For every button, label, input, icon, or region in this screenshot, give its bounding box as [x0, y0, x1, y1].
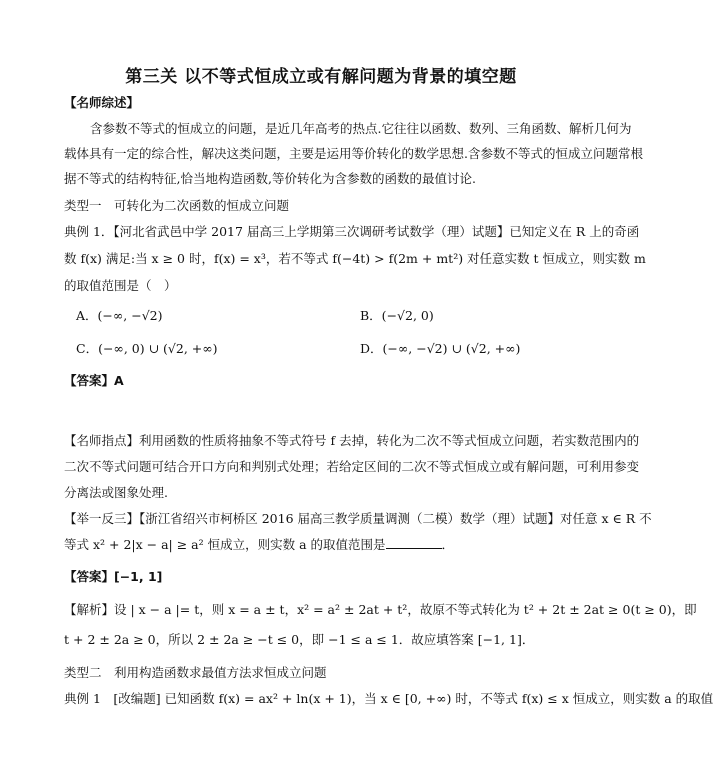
type1-heading: 类型一 可转化为二次函数的恒成立问题 — [64, 198, 290, 213]
option-b: B．(−√2, 0) — [360, 308, 434, 323]
option-d: D．(−∞, −√2) ∪ (√2, +∞) — [360, 341, 521, 356]
analysis-line-2: t + 2 ± 2a ≥ 0，所以 2 ± 2a ≥ −t ≤ 0，即 −1 ≤ a ≤ 1．故应填答案 [−1, 1]． — [64, 632, 535, 647]
example1-line-3: 的取值范围是（ ） — [64, 278, 177, 293]
overview-paragraph-line-2: 载体具有一定的综合性，解决这类问题，主要是运用等价转化的数学思想.含参数不等式的恒成立问题常根 — [64, 146, 643, 161]
option-c: C．(−∞, 0) ∪ (√2, +∞) — [76, 341, 218, 356]
tip-line-1: 【名师指点】利用函数的性质将抽象不等式符号 f 去掉，转化为二次不等式恒成立问题，若实数范围内的 — [64, 433, 640, 448]
practice-line-1: 【举一反三】【浙江省绍兴市柯桥区 2016 届高三教学质量调测（二模）数学（理）试题】对任意 x ∈ R 不 — [64, 511, 652, 526]
type2-example-line-1: 典例 1 [改编题] 已知函数 f(x) = ax² + ln(x + 1)，当 x ∈ [0, +∞) 时，不等式 f(x) ≤ x 恒成立，则实数 a 的取值 — [64, 691, 713, 706]
overview-paragraph-line-1: 含参数不等式的恒成立的问题，是近几年高考的热点.它往往以函数、数列、三角函数、解析几何为 — [90, 121, 632, 136]
practice-answer: 【答案】[−1, 1] — [64, 569, 163, 584]
example1-line-2: 数 f(x) 满足:当 x ≥ 0 时，f(x) = x³，若不等式 f(−4t) > f(2m + mt²) 对任意实数 t 恒成立，则实数 m — [64, 251, 646, 266]
tip-line-2: 二次不等式问题可结合开口方向和判别式处理；若给定区间的二次不等式恒成立或有解问题，可利用参变 — [64, 459, 640, 474]
page-title: 第三关 以不等式恒成立或有解问题为背景的填空题 — [125, 67, 517, 87]
type2-heading: 类型二 利用构造函数求最值方法求恒成立问题 — [64, 665, 327, 680]
practice-line-2-text: 等式 x² + 2|x − a| ≥ a² 恒成立，则实数 a 的取值范围是 — [64, 537, 386, 552]
tip-line-3: 分离法或图象处理. — [64, 485, 168, 500]
analysis-line-1: 【解析】设 | x − a |= t，则 x = a ± t，x² = a² ± 2at + t²，故原不等式转化为 t² + 2t ± 2at ≥ 0(t ≥ 0)，即 — [64, 602, 697, 617]
overview-paragraph-line-3: 据不等式的结构特征,恰当地构造函数,等价转化为含参数的函数的最值讨论. — [64, 171, 476, 186]
overview-heading: 【名师综述】 — [64, 95, 140, 110]
practice-line-2 — [64, 536, 594, 554]
option-a: A．(−∞, −√2) — [76, 308, 163, 323]
answer-blank — [386, 536, 442, 549]
answer-1: 【答案】A — [64, 373, 124, 388]
example1-line-1: 典例 1．【河北省武邑中学 2017 届高三上学期第三次调研考试数学（理）试题】已知定义在 R 上的奇函 — [64, 224, 640, 239]
practice-line-2-end: ． — [441, 537, 455, 552]
